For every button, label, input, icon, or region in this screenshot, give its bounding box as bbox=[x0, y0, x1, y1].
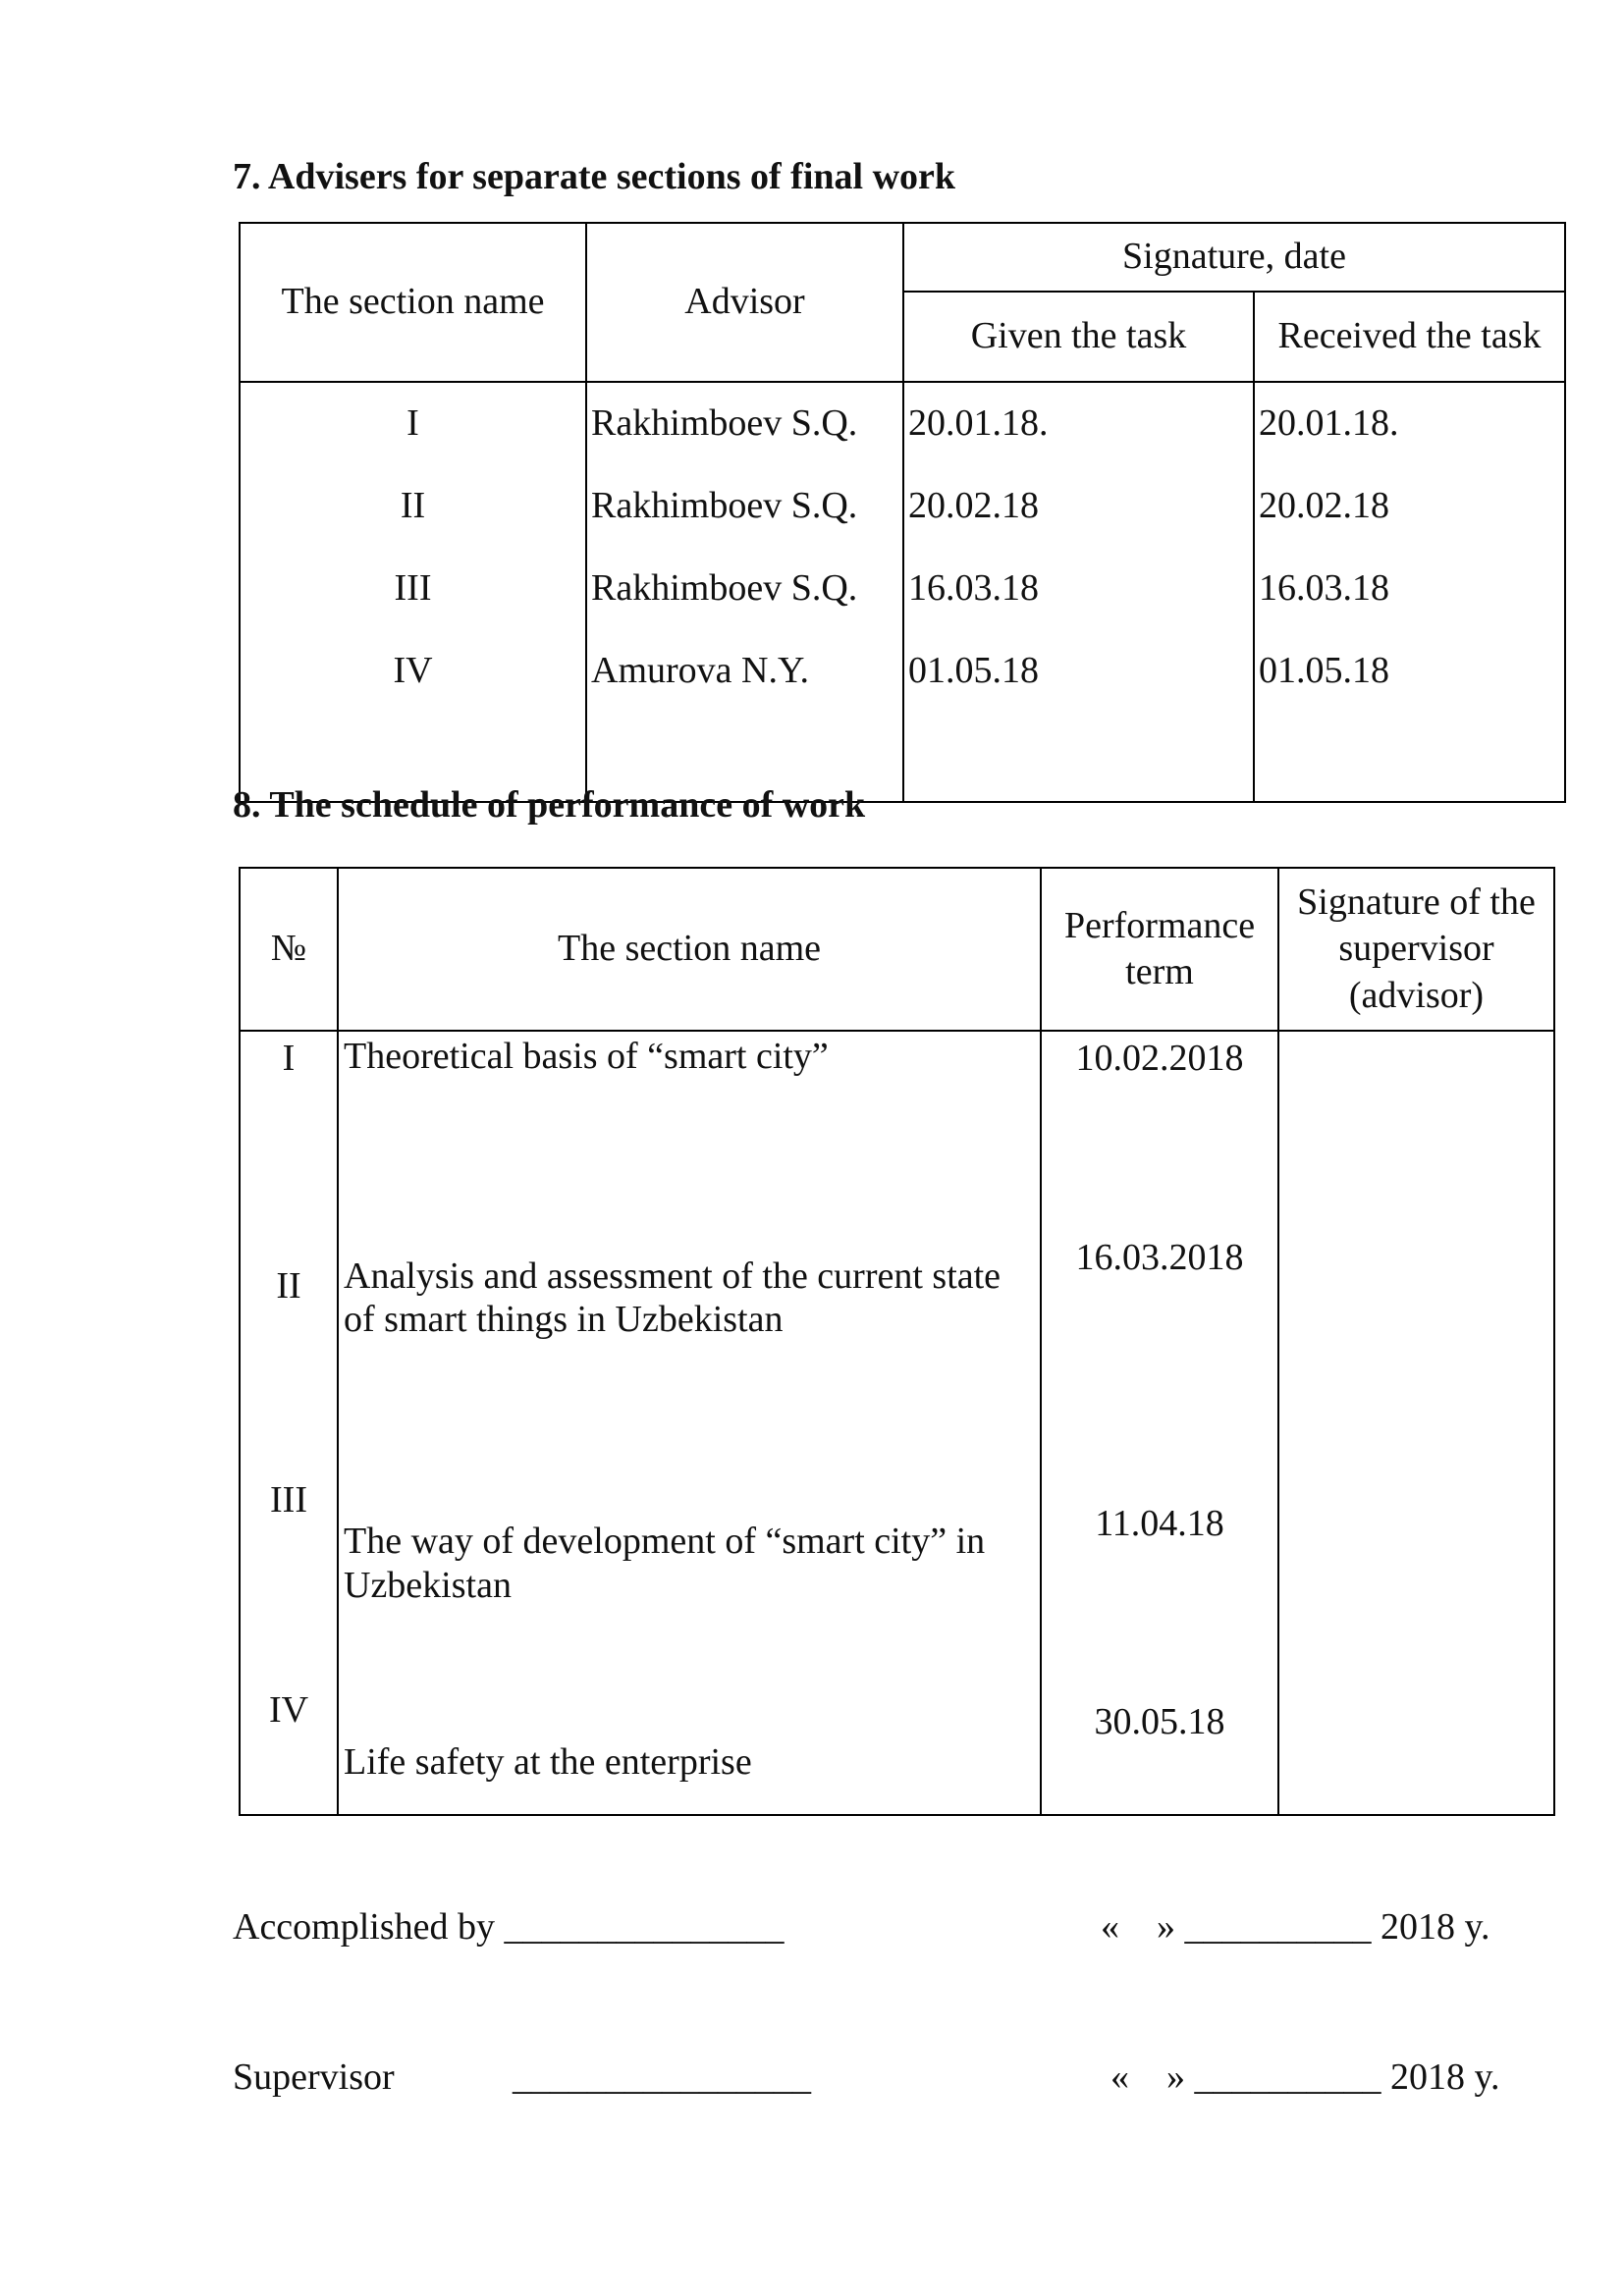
row-section-name: Analysis and assessment of the current state bbox=[344, 1255, 1001, 1297]
row-section-name-cont: Uzbekistan bbox=[344, 1565, 512, 1606]
header-number: № bbox=[240, 868, 338, 1031]
row-term: 11.04.18 bbox=[1095, 1503, 1224, 1544]
row-given-date: 20.02.18 bbox=[903, 465, 1254, 548]
row-term: 10.02.2018 bbox=[1075, 1038, 1244, 1079]
row-number: II bbox=[276, 1265, 301, 1307]
header-performance-term bbox=[1041, 868, 1278, 1031]
row-given-date: 16.03.18 bbox=[903, 548, 1254, 630]
row-advisor: Amurova N.Y. bbox=[586, 630, 903, 713]
row-received-date: 20.02.18 bbox=[1254, 465, 1565, 548]
schedule-name-column bbox=[338, 1031, 1041, 1815]
row-section-name: Life safety at the enterprise bbox=[344, 1741, 752, 1783]
header-received-task: Received the task bbox=[1254, 292, 1565, 382]
row-term: 16.03.2018 bbox=[1075, 1237, 1244, 1278]
row-number: III bbox=[240, 548, 586, 630]
row-advisor: Rakhimboev S.Q. bbox=[586, 382, 903, 465]
row-number: I bbox=[240, 382, 586, 465]
schedule-table bbox=[239, 867, 1555, 1816]
row-given-date: 01.05.18 bbox=[903, 630, 1254, 713]
header-sig-line: (advisor) bbox=[1348, 974, 1485, 1016]
header-given-task: Given the task bbox=[903, 292, 1254, 382]
supervisor-date-line: « » __________ 2018 y. bbox=[1110, 2056, 1500, 2098]
section8-heading: 8. The schedule of performance of work bbox=[233, 784, 866, 826]
row-term: 30.05.18 bbox=[1094, 1701, 1225, 1742]
table-row bbox=[240, 465, 1565, 548]
table-row bbox=[240, 382, 1565, 465]
row-section-name-cont: of smart things in Uzbekistan bbox=[344, 1299, 784, 1340]
header-advisor: Advisor bbox=[586, 223, 903, 382]
advisers-table bbox=[239, 222, 1566, 803]
supervisor-signature-line: ________________ bbox=[513, 2056, 811, 2098]
header-term-line: Performance bbox=[1063, 904, 1256, 946]
accomplished-by-line: Accomplished by _______________ bbox=[233, 1906, 785, 1948]
accomplished-date-line: « » __________ 2018 y. bbox=[1101, 1906, 1490, 1948]
row-section-name: Theoretical basis of “smart city” bbox=[344, 1036, 829, 1077]
row-advisor: Rakhimboev S.Q. bbox=[586, 548, 903, 630]
supervisor-label: Supervisor bbox=[233, 2056, 395, 2098]
row-number: IV bbox=[268, 1689, 309, 1731]
schedule-number-column bbox=[240, 1031, 338, 1815]
header-section-name: The section name bbox=[338, 868, 1041, 1031]
row-given-date: 20.01.18. bbox=[903, 382, 1254, 465]
row-number: III bbox=[270, 1479, 307, 1521]
header-sig-line: supervisor bbox=[1338, 928, 1494, 970]
schedule-term-column bbox=[1041, 1031, 1278, 1815]
table-row bbox=[240, 630, 1565, 713]
section7-heading: 7. Advisers for separate sections of final work bbox=[233, 156, 956, 197]
row-received-date: 20.01.18. bbox=[1254, 382, 1565, 465]
row-number: IV bbox=[240, 630, 586, 713]
row-number: I bbox=[282, 1038, 296, 1079]
header-supervisor-signature bbox=[1278, 868, 1554, 1031]
row-advisor: Rakhimboev S.Q. bbox=[586, 465, 903, 548]
table-row bbox=[240, 548, 1565, 630]
header-sig-line: Signature of the bbox=[1297, 881, 1536, 923]
header-signature-date: Signature, date bbox=[903, 223, 1565, 292]
row-received-date: 16.03.18 bbox=[1254, 548, 1565, 630]
row-number: II bbox=[240, 465, 586, 548]
row-section-name: The way of development of “smart city” in bbox=[344, 1521, 986, 1562]
row-received-date: 01.05.18 bbox=[1254, 630, 1565, 713]
schedule-signature-column bbox=[1278, 1031, 1554, 1815]
header-term-line: term bbox=[1125, 951, 1194, 992]
header-section-name: The section name bbox=[240, 223, 586, 382]
